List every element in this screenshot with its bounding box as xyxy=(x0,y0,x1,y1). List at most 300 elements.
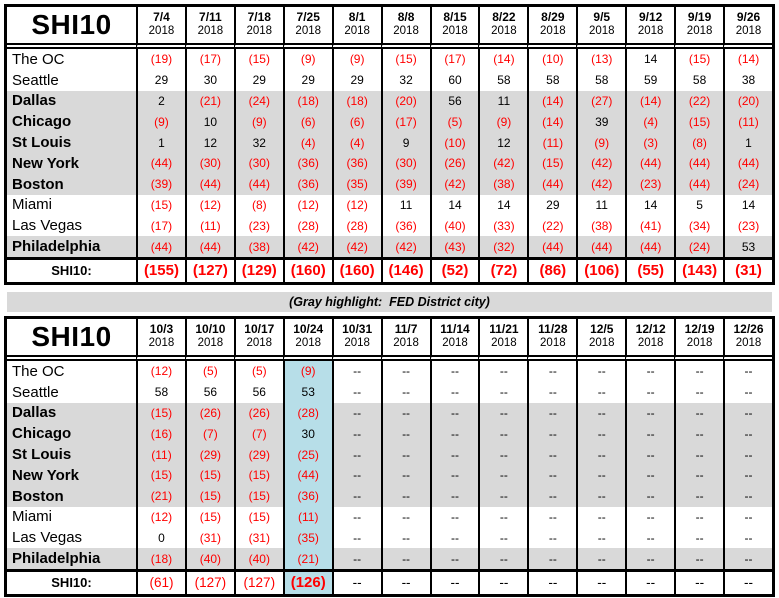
date-header xyxy=(234,319,283,361)
value-cell: -- xyxy=(332,507,381,528)
value-cell: -- xyxy=(576,548,625,569)
value-cell: 1 xyxy=(723,132,772,153)
value-cell: (44) xyxy=(136,236,185,257)
total-cell: (127) xyxy=(185,569,234,594)
value-cell: (4) xyxy=(332,132,381,153)
value-cell: -- xyxy=(381,403,430,424)
value-cell: 58 xyxy=(674,70,723,91)
value-cell: (44) xyxy=(283,465,332,486)
value-cell: -- xyxy=(478,486,527,507)
value-cell: -- xyxy=(430,548,479,569)
value-cell: -- xyxy=(576,444,625,465)
city-label: St Louis xyxy=(7,444,136,465)
value-cell: (5) xyxy=(185,361,234,382)
value-cell: (13) xyxy=(576,49,625,70)
value-cell: (30) xyxy=(185,153,234,174)
value-cell: -- xyxy=(430,361,479,382)
date-label: 7/11 xyxy=(199,10,222,25)
value-cell: (29) xyxy=(185,444,234,465)
value-cell: 9 xyxy=(381,132,430,153)
value-cell: (40) xyxy=(234,548,283,569)
value-cell: -- xyxy=(576,403,625,424)
value-cell: (42) xyxy=(283,236,332,257)
value-cell: (21) xyxy=(185,91,234,112)
value-cell: 14 xyxy=(723,195,772,216)
value-cell: (32) xyxy=(478,236,527,257)
value-cell: -- xyxy=(332,465,381,486)
value-cell: -- xyxy=(576,465,625,486)
date-header xyxy=(527,7,576,49)
value-cell: (12) xyxy=(283,195,332,216)
date-header xyxy=(625,7,674,49)
total-label: SHI10: xyxy=(7,569,136,594)
city-label: Philadelphia xyxy=(7,548,136,569)
total-cell: (55) xyxy=(625,257,674,282)
value-cell: (12) xyxy=(136,507,185,528)
value-cell: (17) xyxy=(185,49,234,70)
date-label: 7/4 xyxy=(153,10,170,25)
date-header xyxy=(136,319,185,361)
year-label: 2018 xyxy=(540,337,566,350)
value-cell: -- xyxy=(576,423,625,444)
value-cell: -- xyxy=(576,382,625,403)
value-cell: (5) xyxy=(430,111,479,132)
value-cell: 56 xyxy=(234,382,283,403)
total-cell: (146) xyxy=(381,257,430,282)
value-cell: -- xyxy=(674,507,723,528)
value-cell: 14 xyxy=(430,195,479,216)
total-cell: -- xyxy=(723,569,772,594)
date-header xyxy=(478,7,527,49)
value-cell: -- xyxy=(478,507,527,528)
date-label: 10/24 xyxy=(293,322,324,337)
date-label: 11/14 xyxy=(440,322,470,337)
value-cell: (15) xyxy=(234,49,283,70)
value-cell: (10) xyxy=(527,49,576,70)
value-cell: -- xyxy=(674,403,723,424)
date-label: 9/5 xyxy=(593,10,611,25)
value-cell: (36) xyxy=(381,215,430,236)
total-cell: (52) xyxy=(430,257,479,282)
value-cell: (24) xyxy=(674,236,723,257)
total-cell: (155) xyxy=(136,257,185,282)
value-cell: (17) xyxy=(136,215,185,236)
value-cell: -- xyxy=(674,486,723,507)
total-label: SHI10: xyxy=(7,257,136,282)
value-cell: (21) xyxy=(283,548,332,569)
value-cell: -- xyxy=(625,403,674,424)
date-label: 7/18 xyxy=(247,10,271,25)
value-cell: (11) xyxy=(527,132,576,153)
value-cell: 32 xyxy=(234,132,283,153)
city-label: The OC xyxy=(12,362,65,380)
value-cell: (14) xyxy=(723,49,772,70)
value-cell: (30) xyxy=(381,153,430,174)
value-cell: 12 xyxy=(185,132,234,153)
value-cell: -- xyxy=(527,548,576,569)
value-cell: 12 xyxy=(478,132,527,153)
value-cell: (18) xyxy=(136,548,185,569)
value-cell: (16) xyxy=(136,423,185,444)
value-cell: (14) xyxy=(478,49,527,70)
value-cell: (44) xyxy=(674,153,723,174)
year-label: 2018 xyxy=(540,25,566,38)
city-label: Boston xyxy=(7,174,136,195)
value-cell: (15) xyxy=(136,465,185,486)
value-cell: -- xyxy=(625,361,674,382)
value-cell: (15) xyxy=(234,507,283,528)
value-cell: (21) xyxy=(136,486,185,507)
value-cell: -- xyxy=(430,444,479,465)
date-header xyxy=(576,7,625,49)
date-header xyxy=(234,7,283,49)
value-cell: (9) xyxy=(283,361,332,382)
value-cell: (28) xyxy=(283,215,332,236)
value-cell: -- xyxy=(381,507,430,528)
value-cell: -- xyxy=(332,382,381,403)
total-cell: (143) xyxy=(674,257,723,282)
date-label: 10/3 xyxy=(149,322,174,337)
value-cell: (15) xyxy=(234,465,283,486)
value-cell: -- xyxy=(527,444,576,465)
value-cell: 56 xyxy=(430,91,479,112)
value-cell: -- xyxy=(381,486,430,507)
value-cell: (36) xyxy=(283,174,332,195)
value-cell: -- xyxy=(381,444,430,465)
value-cell: (44) xyxy=(674,174,723,195)
value-cell: (23) xyxy=(723,215,772,236)
value-cell: (28) xyxy=(332,215,381,236)
shi10-table-jul-sep xyxy=(4,4,775,285)
city-label: Seattle xyxy=(12,71,59,89)
value-cell: -- xyxy=(674,465,723,486)
date-label: 9/19 xyxy=(687,10,712,25)
date-header xyxy=(527,319,576,361)
value-cell: (11) xyxy=(283,507,332,528)
year-label: 2018 xyxy=(637,337,664,350)
value-cell: (15) xyxy=(136,403,185,424)
value-cell: -- xyxy=(332,444,381,465)
value-cell: (10) xyxy=(430,132,479,153)
value-cell: -- xyxy=(478,465,527,486)
total-cell: (127) xyxy=(234,569,283,594)
year-label: 2018 xyxy=(637,25,664,38)
value-cell: 53 xyxy=(283,382,332,403)
value-cell: -- xyxy=(625,486,674,507)
date-label: 8/15 xyxy=(443,10,467,25)
value-cell: (9) xyxy=(234,111,283,132)
value-cell: -- xyxy=(430,486,479,507)
value-cell: 2 xyxy=(136,91,185,112)
value-cell: (14) xyxy=(527,91,576,112)
value-cell: (42) xyxy=(576,153,625,174)
value-cell: -- xyxy=(527,465,576,486)
year-label: 2018 xyxy=(148,25,175,38)
value-cell: (42) xyxy=(381,236,430,257)
total-cell: -- xyxy=(576,569,625,594)
city-label: Seattle xyxy=(12,383,59,401)
value-cell: (5) xyxy=(234,361,283,382)
value-cell: (14) xyxy=(527,111,576,132)
date-label: 10/17 xyxy=(244,322,275,337)
value-cell: (38) xyxy=(234,236,283,257)
value-cell: 29 xyxy=(527,195,576,216)
value-cell: -- xyxy=(381,361,430,382)
date-label: 12/26 xyxy=(733,322,764,337)
value-cell: (11) xyxy=(185,215,234,236)
year-label: 2018 xyxy=(393,337,419,350)
value-cell: (26) xyxy=(234,403,283,424)
year-label: 2018 xyxy=(295,25,322,38)
year-label: 2018 xyxy=(735,337,762,350)
city-label: The OC xyxy=(12,50,65,68)
value-cell: -- xyxy=(478,361,527,382)
total-cell: (61) xyxy=(136,569,185,594)
value-cell: (24) xyxy=(723,174,772,195)
value-cell: 30 xyxy=(185,70,234,91)
value-cell: -- xyxy=(576,527,625,548)
value-cell: 53 xyxy=(723,236,772,257)
date-label: 11/7 xyxy=(394,322,418,337)
year-label: 2018 xyxy=(735,25,762,38)
year-label: 2018 xyxy=(148,337,175,350)
total-cell: (106) xyxy=(576,257,625,282)
value-cell: 58 xyxy=(478,70,527,91)
value-cell: (36) xyxy=(283,486,332,507)
value-cell: -- xyxy=(674,361,723,382)
year-label: 2018 xyxy=(246,337,273,350)
value-cell: -- xyxy=(381,423,430,444)
value-cell: -- xyxy=(723,486,772,507)
year-label: 2018 xyxy=(197,337,224,350)
date-header xyxy=(332,7,381,49)
year-label: 2018 xyxy=(295,337,322,350)
total-cell: (72) xyxy=(478,257,527,282)
value-cell: -- xyxy=(381,465,430,486)
fed-district-note-text: (Gray highlight: FED District city) xyxy=(289,295,490,309)
value-cell: (22) xyxy=(527,215,576,236)
date-header xyxy=(625,319,674,361)
year-label: 2018 xyxy=(588,25,615,38)
value-cell: -- xyxy=(576,486,625,507)
total-cell: -- xyxy=(674,569,723,594)
value-cell: -- xyxy=(430,507,479,528)
date-label: 8/1 xyxy=(348,10,366,25)
date-header xyxy=(185,7,234,49)
date-header xyxy=(674,319,723,361)
value-cell: -- xyxy=(723,465,772,486)
value-cell: (9) xyxy=(283,49,332,70)
city-label: New York xyxy=(7,465,136,486)
value-cell: 14 xyxy=(625,195,674,216)
value-cell: (12) xyxy=(185,195,234,216)
value-cell: (11) xyxy=(136,444,185,465)
value-cell: -- xyxy=(430,423,479,444)
city-label: Philadelphia xyxy=(7,236,136,257)
date-header xyxy=(674,7,723,49)
value-cell: 29 xyxy=(234,70,283,91)
value-cell: (44) xyxy=(723,153,772,174)
date-header xyxy=(381,7,430,49)
value-cell: (33) xyxy=(478,215,527,236)
value-cell: (43) xyxy=(430,236,479,257)
value-cell: (15) xyxy=(674,49,723,70)
value-cell: -- xyxy=(527,507,576,528)
city-label: Boston xyxy=(7,486,136,507)
date-header xyxy=(430,319,479,361)
value-cell: (31) xyxy=(185,527,234,548)
value-cell: -- xyxy=(478,444,527,465)
city-label: Dallas xyxy=(7,403,136,424)
date-label: 10/10 xyxy=(195,322,226,337)
value-cell: 39 xyxy=(576,111,625,132)
value-cell: 14 xyxy=(478,195,527,216)
date-header xyxy=(283,319,332,361)
year-label: 2018 xyxy=(197,25,224,38)
value-cell: (36) xyxy=(283,153,332,174)
value-cell: (15) xyxy=(185,486,234,507)
value-cell: (40) xyxy=(430,215,479,236)
value-cell: -- xyxy=(674,444,723,465)
value-cell: -- xyxy=(332,361,381,382)
city-label: Chicago xyxy=(7,111,136,132)
value-cell: (44) xyxy=(527,174,576,195)
total-cell: (160) xyxy=(332,257,381,282)
value-cell: -- xyxy=(625,444,674,465)
value-cell: (15) xyxy=(527,153,576,174)
value-cell: (15) xyxy=(185,465,234,486)
value-cell: 29 xyxy=(136,70,185,91)
date-header xyxy=(381,319,430,361)
value-cell: -- xyxy=(430,403,479,424)
value-cell: 11 xyxy=(478,91,527,112)
value-cell: -- xyxy=(478,382,527,403)
date-header xyxy=(478,319,527,361)
value-cell: 5 xyxy=(674,195,723,216)
city-label: Chicago xyxy=(7,423,136,444)
value-cell: 60 xyxy=(430,70,479,91)
year-label: 2018 xyxy=(491,337,517,350)
value-cell: -- xyxy=(332,403,381,424)
date-label: 10/31 xyxy=(342,322,373,337)
value-cell: (38) xyxy=(478,174,527,195)
value-cell: -- xyxy=(527,361,576,382)
value-cell: (42) xyxy=(430,174,479,195)
value-cell: (6) xyxy=(283,111,332,132)
value-cell: -- xyxy=(478,527,527,548)
value-cell: (27) xyxy=(576,91,625,112)
value-cell: (29) xyxy=(234,444,283,465)
value-cell: -- xyxy=(332,527,381,548)
value-cell: -- xyxy=(381,548,430,569)
date-label: 12/12 xyxy=(635,322,666,337)
city-label: Las Vegas xyxy=(12,217,83,235)
value-cell: (44) xyxy=(185,174,234,195)
table-title: SHI10 xyxy=(7,7,136,49)
total-cell: -- xyxy=(625,569,674,594)
value-cell: (15) xyxy=(381,49,430,70)
value-cell: (26) xyxy=(185,403,234,424)
city-label: Miami xyxy=(12,196,52,214)
value-cell: 38 xyxy=(723,70,772,91)
city-label: Miami xyxy=(12,508,52,526)
city-label: St Louis xyxy=(7,132,136,153)
value-cell: (12) xyxy=(136,361,185,382)
value-cell: (18) xyxy=(332,91,381,112)
value-cell: (15) xyxy=(136,195,185,216)
value-cell: -- xyxy=(625,423,674,444)
value-cell: (23) xyxy=(625,174,674,195)
value-cell: 32 xyxy=(381,70,430,91)
value-cell: (36) xyxy=(332,153,381,174)
value-cell: (28) xyxy=(283,403,332,424)
value-cell: (15) xyxy=(674,111,723,132)
value-cell: -- xyxy=(527,382,576,403)
table-title: SHI10 xyxy=(7,319,136,361)
value-cell: (30) xyxy=(234,153,283,174)
value-cell: 1 xyxy=(136,132,185,153)
date-label: 8/29 xyxy=(541,10,565,25)
value-cell: (20) xyxy=(723,91,772,112)
value-cell: (8) xyxy=(674,132,723,153)
value-cell: -- xyxy=(527,403,576,424)
value-cell: -- xyxy=(576,361,625,382)
date-header xyxy=(576,319,625,361)
value-cell: (44) xyxy=(185,236,234,257)
value-cell: -- xyxy=(723,527,772,548)
value-cell: (39) xyxy=(381,174,430,195)
value-cell: 29 xyxy=(332,70,381,91)
value-cell: (44) xyxy=(527,236,576,257)
value-cell: (9) xyxy=(136,111,185,132)
date-header xyxy=(723,319,772,361)
value-cell: -- xyxy=(527,486,576,507)
value-cell: (38) xyxy=(576,215,625,236)
value-cell: -- xyxy=(478,423,527,444)
value-cell: -- xyxy=(674,548,723,569)
date-header xyxy=(185,319,234,361)
city-label: Dallas xyxy=(7,91,136,112)
year-label: 2018 xyxy=(588,337,615,350)
year-label: 2018 xyxy=(344,337,370,350)
value-cell: -- xyxy=(430,527,479,548)
value-cell: (9) xyxy=(478,111,527,132)
total-cell: (127) xyxy=(185,257,234,282)
value-cell: 58 xyxy=(136,382,185,403)
total-cell: -- xyxy=(527,569,576,594)
value-cell: (18) xyxy=(283,91,332,112)
date-label: 12/19 xyxy=(684,322,715,337)
year-label: 2018 xyxy=(491,25,517,38)
value-cell: -- xyxy=(430,465,479,486)
date-header xyxy=(723,7,772,49)
value-cell: 29 xyxy=(283,70,332,91)
value-cell: (31) xyxy=(234,527,283,548)
total-cell: -- xyxy=(332,569,381,594)
value-cell: -- xyxy=(527,527,576,548)
value-cell: -- xyxy=(723,403,772,424)
date-label: 7/25 xyxy=(296,10,320,25)
value-cell: 58 xyxy=(576,70,625,91)
value-cell: (44) xyxy=(136,153,185,174)
value-cell: -- xyxy=(332,548,381,569)
value-cell: (9) xyxy=(332,49,381,70)
value-cell: (44) xyxy=(625,236,674,257)
value-cell: (41) xyxy=(625,215,674,236)
value-cell: (22) xyxy=(674,91,723,112)
value-cell: (7) xyxy=(234,423,283,444)
year-label: 2018 xyxy=(246,25,273,38)
